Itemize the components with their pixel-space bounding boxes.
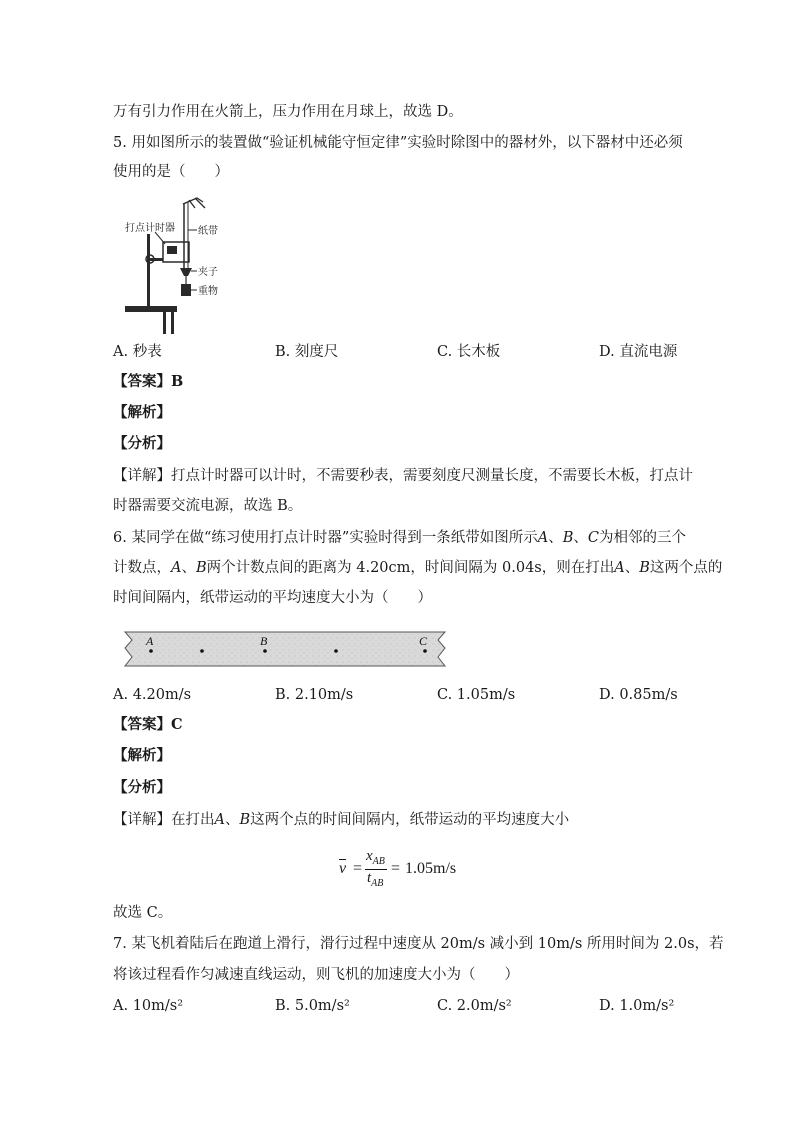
point-a-italic: A xyxy=(537,530,549,546)
table-leg xyxy=(171,312,174,334)
label-timer: 打点计时器 xyxy=(125,223,175,234)
formula-equals: = xyxy=(391,860,401,877)
text-line-conclusion-q4: 万有引力作用在火箭上，压力作用在月球上，故选 D。 xyxy=(113,104,463,120)
formula-equals: = xyxy=(353,860,363,877)
point-c-italic: C xyxy=(587,530,600,546)
q7-option-d: D. 1.0m/s² xyxy=(599,998,675,1014)
q5-option-b: B. 刻度尺 xyxy=(275,344,339,360)
q6-analysis-heading: 【解析】 xyxy=(113,747,171,764)
timer-inner xyxy=(167,246,177,254)
formula-numerator xyxy=(366,848,385,867)
formula-vbar: $\overline{v}$ xyxy=(339,860,347,877)
q6-text: 6. 某同学在做“练习使用打点计时器”实验时得到一条纸带如图所示 xyxy=(113,530,538,546)
paper-tape-shape xyxy=(125,632,445,666)
stand-rod xyxy=(147,234,150,308)
q6-text: 这两个点的 xyxy=(649,560,723,576)
q6-detail-text: 这两个点的时间间隔内，纸带运动的平均速度大小 xyxy=(250,812,570,828)
separator: 、 xyxy=(624,560,640,576)
q5-fenxi-heading: 【分析】 xyxy=(113,435,171,452)
label-tape: 纸带 xyxy=(198,226,218,237)
tape-dot xyxy=(334,649,338,653)
tape-label-b: B xyxy=(260,634,268,648)
q6-text: 两个计数点间的距离为 4.20cm，时间间隔为 0.04s，则在打出 xyxy=(206,560,615,576)
point-b-italic: B xyxy=(639,560,650,576)
label-weight: 重物 xyxy=(198,286,218,297)
question-7-stem-line1: 7. 某飞机着陆后在跑道上滑行，滑行过程中速度从 20m/s 减小到 10m/s 所用时间为 2.0s，若 xyxy=(113,936,724,952)
q6-detail-line xyxy=(113,810,569,830)
q6-detail-text: 【详解】在打出 xyxy=(113,812,215,828)
q7-option-b: B. 5.0m/s² xyxy=(275,998,350,1014)
weight-block xyxy=(181,284,191,296)
q6-text: 计数点， xyxy=(113,560,171,576)
point-b-italic: B xyxy=(195,560,207,576)
q6-option-c: C. 1.05m/s xyxy=(437,687,516,703)
q6-answer: 【答案】C xyxy=(113,716,183,733)
formula-denominator xyxy=(367,870,383,889)
question-6-stem-line1 xyxy=(113,528,686,548)
figure-6-paper-tape xyxy=(120,630,450,668)
label-clip: 夹子 xyxy=(198,267,218,278)
q6-text: 为相邻的三个 xyxy=(599,530,687,546)
q5-option-a: A. 秒表 xyxy=(113,344,162,360)
point-b-italic: B xyxy=(239,812,251,828)
formula-result: 1.05m/s xyxy=(405,860,457,877)
separator: 、 xyxy=(224,812,240,828)
point-a-italic: A xyxy=(614,560,625,576)
tape-label-c: C xyxy=(419,634,428,648)
q6-conclusion: 故选 C。 xyxy=(113,905,173,921)
formula-sub: AB xyxy=(372,856,385,867)
tape-dot-b xyxy=(263,649,267,653)
clip-shape xyxy=(180,268,192,276)
q5-detail-line1: 【详解】打点计时器可以计时，不需要秒表，需要刻度尺测量长度，不需要长木板，打点计 xyxy=(113,468,693,484)
tape-dot-a xyxy=(149,649,153,653)
average-velocity-formula xyxy=(337,848,497,892)
separator: 、 xyxy=(181,560,196,576)
q5-option-d: D. 直流电源 xyxy=(599,344,678,360)
tape-dot xyxy=(200,649,204,653)
question-5-stem-line1: 5. 用如图所示的装置做“验证机械能守恒定律”实验时除图中的器材外，以下器材中还必须 xyxy=(113,135,683,151)
q5-option-c: C. 长木板 xyxy=(437,344,501,360)
question-7-stem-line2: 将该过程看作匀减速直线运动，则飞机的加速度大小为（ ） xyxy=(113,967,519,983)
table-leg xyxy=(163,312,166,334)
q6-option-a: A. 4.20m/s xyxy=(113,687,192,703)
question-6-stem-line2 xyxy=(113,558,722,578)
point-a-italic: A xyxy=(171,560,182,576)
q6-option-b: B. 2.10m/s xyxy=(275,687,354,703)
separator: 、 xyxy=(573,530,588,546)
figure-5-apparatus xyxy=(125,196,235,334)
tape-label-a: A xyxy=(146,634,154,648)
q6-option-d: D. 0.85m/s xyxy=(599,687,678,703)
q5-answer: 【答案】B xyxy=(113,373,184,390)
tape-dot-c xyxy=(423,649,427,653)
q6-fenxi-heading: 【分析】 xyxy=(113,779,171,796)
q5-analysis-heading: 【解析】 xyxy=(113,404,171,421)
formula-sub: AB xyxy=(371,878,384,889)
q7-option-a: A. 10m/s² xyxy=(113,998,184,1014)
point-b-italic: B xyxy=(562,530,574,546)
question-5-stem-line2: 使用的是（ ） xyxy=(113,164,229,180)
hand-icon xyxy=(183,198,205,208)
q7-option-c: C. 2.0m/s² xyxy=(437,998,512,1014)
question-6-stem-line3: 时间间隔内，纸带运动的平均速度大小为（ ） xyxy=(113,590,432,606)
formula-x: x xyxy=(366,848,373,864)
stand-base xyxy=(125,306,177,312)
q5-detail-line2: 时器需要交流电源，故选 B。 xyxy=(113,498,303,514)
separator: 、 xyxy=(548,530,563,546)
point-a-italic: A xyxy=(214,812,225,828)
formula-t: t xyxy=(367,870,372,886)
